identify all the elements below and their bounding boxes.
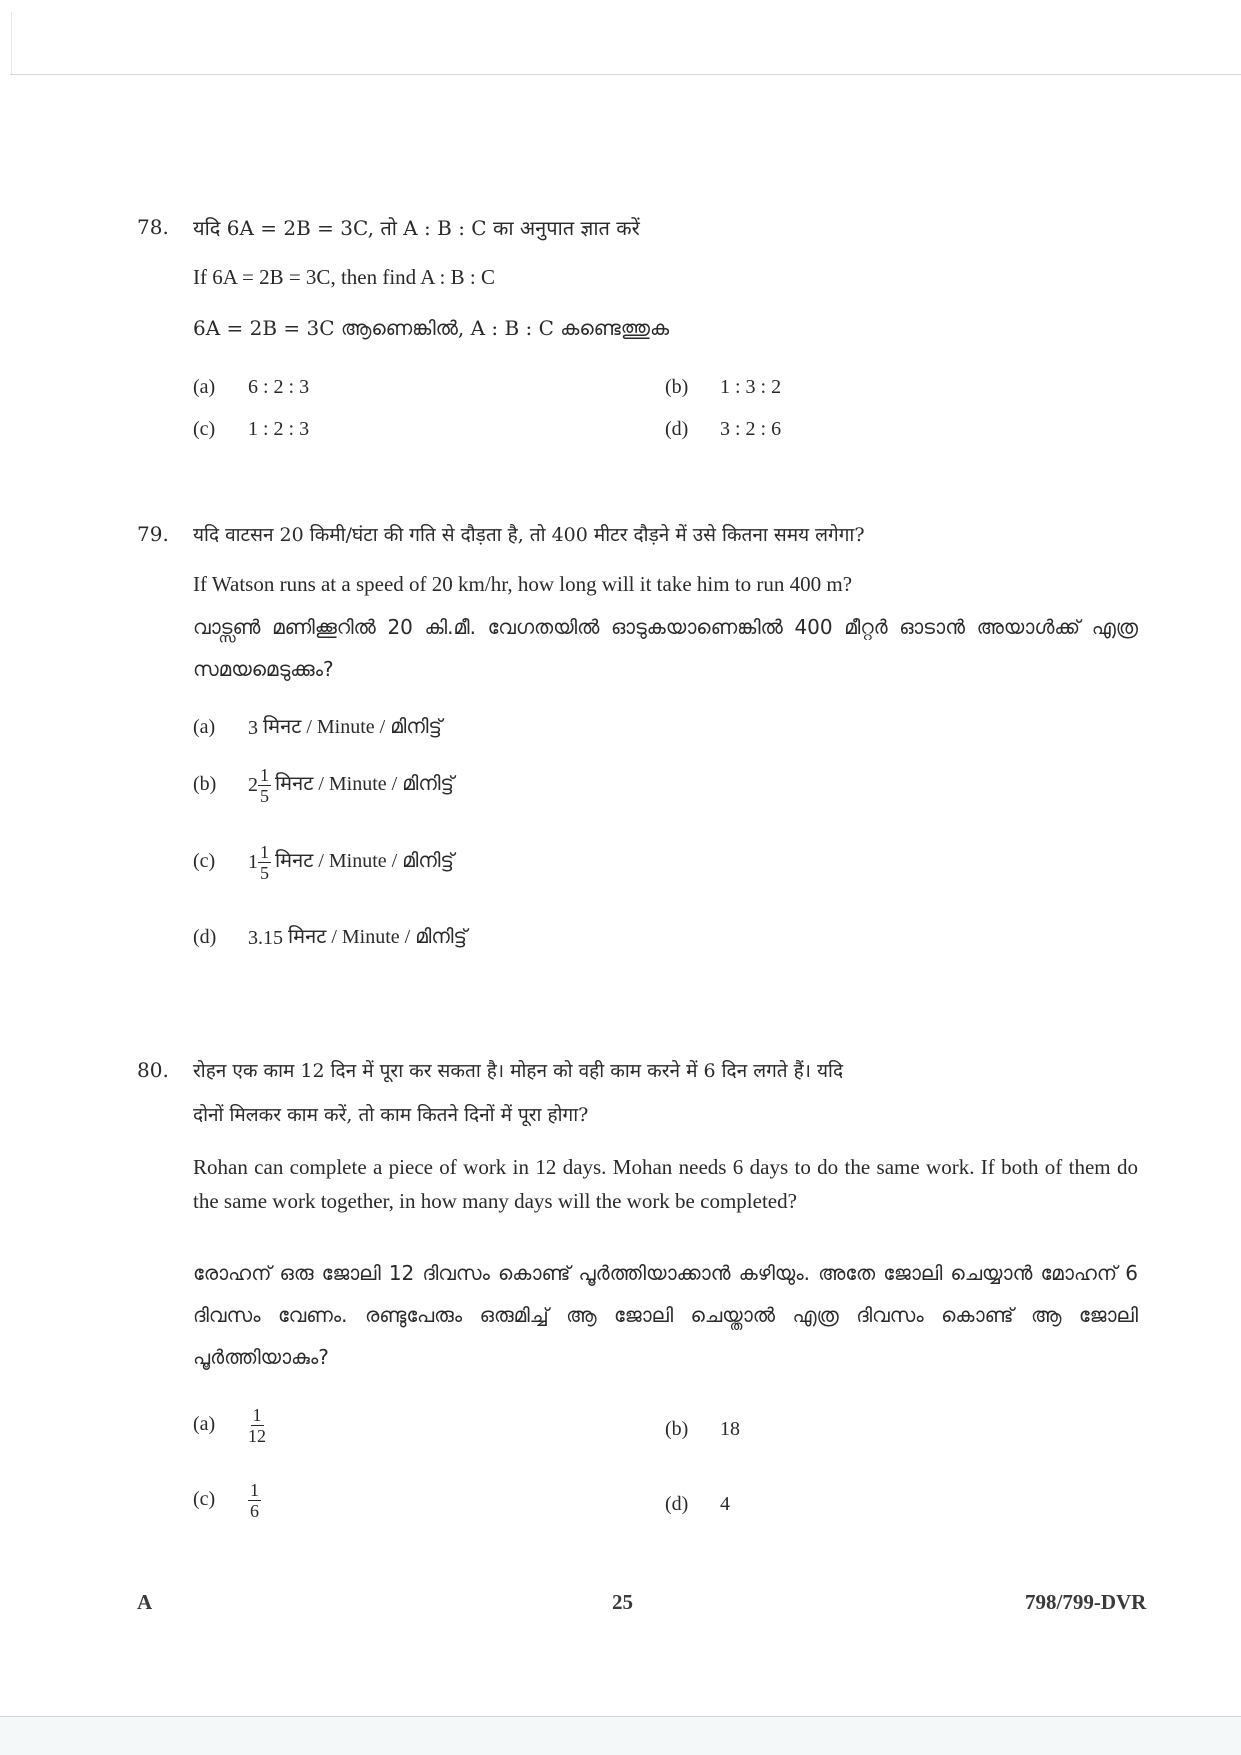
option-label: (a) — [193, 1413, 216, 1436]
option-b — [665, 376, 781, 399]
footer-code: 798/799-DVR — [1025, 1590, 1147, 1614]
option-d — [665, 1493, 730, 1516]
option-label: (c) — [193, 1488, 216, 1511]
option-a — [193, 1405, 270, 1446]
option-value: 4 — [720, 1493, 730, 1515]
question-hindi: यदि वाटसन 20 किमी/घंटा की गति से दौड़ता है, तो 400 मीटर दौड़ने में उसे कितना समय लगेगा? — [193, 524, 865, 546]
fraction — [248, 1405, 266, 1446]
option-label: (d) — [193, 926, 217, 948]
option-value: 3.15 — [248, 926, 283, 949]
option-value: 1 : 3 : 2 — [720, 376, 782, 398]
question-english: Rohan can complete a piece of work in 12 days. Mohan needs 6 days to do the same work. If both of them do the same work together, in how many days will the work be completed? — [193, 1155, 1138, 1213]
option-unit: मिनट / Minute / മിനിട്ട് — [275, 773, 454, 796]
option-unit: मिनट / Minute / മിനിട്ട് — [275, 850, 454, 873]
numerator: 1 — [260, 765, 269, 785]
question-malayalam: രോഹന് ഒരു ജോലി 12 ദിവസം കൊണ്ട് പൂർത്തിയാക്കാൻ കഴിയും. അതേ ജോലി ചെയ്യാൻ മോഹന് 6 ദിവസം വേണം. രണ്ടുപേരും ഒരുമിച്ച് ആ ജോലി ചെയ്താൽ എത്ര ദിവസം കൊണ്ട് ആ ജോലി പൂർത്തിയാകും? — [193, 1261, 1138, 1369]
fraction — [258, 842, 271, 883]
question-malayalam: വാട്സൺ മണിക്കൂറിൽ 20 കി.മീ. വേഗതയിൽ ഓടുകയാണെങ്കിൽ 400 മീറ്റർ ഓടാൻ അയാൾക്ക് എത്ര സമയമെടുക്കും? — [193, 615, 1138, 681]
fraction — [248, 1480, 261, 1521]
question-malayalam: 6A = 2B = 3C ആണെങ്കിൽ, A : B : C കണ്ടെത്തുക — [193, 316, 670, 340]
option-b — [193, 765, 454, 806]
question-english: If 6A = 2B = 3C, then find A : B : C — [193, 265, 495, 289]
option-label: (a) — [193, 716, 216, 738]
scan-top-rule — [10, 74, 1241, 75]
option-a — [193, 712, 442, 740]
denominator: 5 — [260, 786, 269, 806]
denominator: 6 — [250, 1501, 259, 1521]
question-hindi: यदि 6A = 2B = 3C, तो A : B : C का अनुपात ज्ञात करें — [193, 216, 640, 240]
option-label: (d) — [665, 1493, 689, 1515]
fraction — [258, 765, 271, 806]
question-hindi-line1: रोहन एक काम 12 दिन में पूरा कर सकता है। मोहन को वही काम करने में 6 दिन लगते हैं। यदि — [193, 1060, 844, 1082]
option-unit: मिनट / Minute / മിനിട്ട് — [263, 716, 442, 738]
option-whole: 1 — [248, 851, 258, 873]
question-number: 78. — [137, 215, 169, 239]
option-whole: 2 — [248, 774, 258, 796]
option-d — [193, 922, 467, 950]
question-number: 79. — [137, 522, 169, 546]
option-c — [193, 1480, 265, 1521]
option-unit: मिनट / Minute / മിനിട്ട് — [288, 926, 467, 948]
question-number: 80. — [137, 1058, 169, 1082]
option-b — [665, 1418, 740, 1441]
numerator: 1 — [250, 1480, 259, 1500]
question-english: If Watson runs at a speed of 20 km/hr, how long will it take him to run 400 m? — [193, 572, 853, 596]
option-value: 1 : 2 : 3 — [248, 418, 310, 440]
option-value: 3 — [248, 716, 258, 739]
option-label: (b) — [193, 773, 217, 796]
option-value: 6 : 2 : 3 — [248, 376, 310, 398]
numerator: 1 — [252, 1405, 262, 1425]
option-value: 3 : 2 : 6 — [720, 418, 782, 440]
option-d — [665, 418, 781, 441]
numerator: 1 — [260, 842, 269, 862]
option-label: (b) — [665, 1418, 689, 1440]
option-label: (c) — [193, 850, 216, 873]
option-c — [193, 842, 454, 883]
option-value: 18 — [720, 1418, 740, 1440]
scan-edge — [11, 12, 12, 74]
denominator: 12 — [248, 1426, 266, 1446]
denominator: 5 — [260, 863, 269, 883]
option-label: (d) — [665, 418, 689, 440]
question-hindi-line2: दोनों मिलकर काम करें, तो काम कितने दिनों में पूरा होगा? — [193, 1104, 589, 1126]
page-number: 25 — [612, 1590, 633, 1614]
scan-bottom-margin — [0, 1717, 1241, 1755]
option-c — [193, 418, 309, 441]
option-label: (c) — [193, 418, 216, 440]
footer-series: A — [137, 1590, 153, 1614]
option-label: (b) — [665, 376, 689, 398]
option-a — [193, 376, 309, 399]
option-label: (a) — [193, 376, 216, 398]
